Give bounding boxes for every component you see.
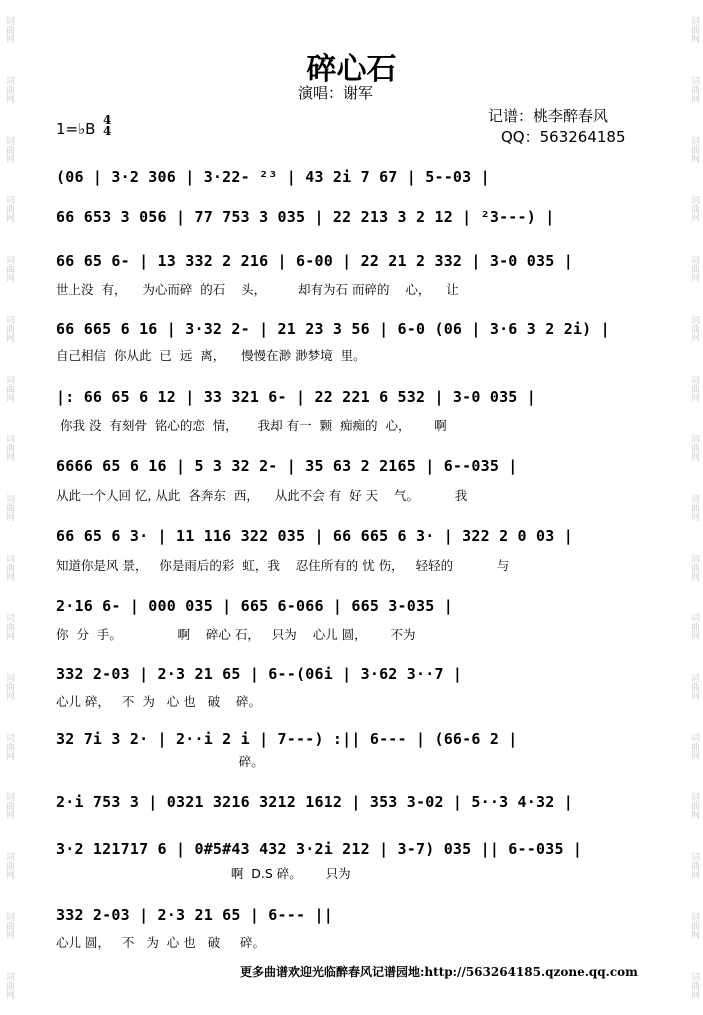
notation-line-6: 6666 65 6 16 | 5 3 32 2- | 35 63 2 2165 | 6--035 | [56, 457, 518, 475]
watermark-text: 词曲网 [4, 434, 14, 462]
watermark-text: 词曲网 [689, 971, 699, 999]
meter-top: 4 [103, 113, 112, 127]
notation-line-12: 3·2 121717 6 | 0#5#43 432 3·2i 212 | 3-7) 035 || 6--035 | [56, 840, 583, 858]
notation-line-13: 332 2-03 | 2·3 21 65 | 6--- || [56, 906, 333, 924]
watermark-text: 词曲网 [4, 16, 14, 44]
lyric-line-3: 世上没 有， 为心而碎 的石 头， 却有为石 而碎的 心， 让 [56, 282, 459, 297]
watermark-text: 词曲网 [689, 314, 699, 342]
watermark-text: 词曲网 [689, 434, 699, 462]
lyric-line-6: 从此一个人回 忆, 从此 各奔东 西， 从此不会 有 好 天 气。 我 [56, 488, 468, 503]
watermark-text: 词曲网 [689, 673, 699, 701]
time-signature [103, 115, 111, 137]
notation-line-4: 66 665 6 16 | 3·32 2- | 21 23 3 56 | 6-0 (06 | 3·6 3 2 2i) | [56, 320, 610, 338]
watermark-text: 词曲网 [4, 732, 14, 760]
qq-contact: QQ：563264185 [501, 128, 626, 146]
watermark-text: 词曲网 [4, 314, 14, 342]
watermark-text: 词曲网 [4, 135, 14, 163]
notation-line-8: 2·16 6- | 000 035 | 665 6-066 | 665 3-035 | [56, 597, 453, 615]
notation-line-11: 2·i 753 3 | 0321 3216 3212 1612 | 353 3-02 | 5··3 4·32 | [56, 793, 573, 811]
watermark-text: 词曲网 [689, 16, 699, 44]
watermark-text: 词曲网 [4, 911, 14, 939]
watermark-text: 词曲网 [4, 613, 14, 641]
watermark-text: 词曲网 [4, 792, 14, 820]
watermark-text: 词曲网 [4, 374, 14, 402]
watermark-text: 词曲网 [689, 732, 699, 760]
watermark-text: 词曲网 [689, 911, 699, 939]
lyric-line-4: 自己相信 你从此 已 远 离， 慢慢在渺 渺梦境 里。 [56, 348, 366, 363]
watermark-text: 词曲网 [689, 553, 699, 581]
lyric-line-5: 你我 没 有刻骨 铭心的恋 情， 我却 有一 颗 痴痴的 心， 啊 [56, 418, 447, 433]
key-signature: 1=♭B [56, 120, 96, 138]
lyric-line-7: 知道你是风 景， 你是雨后的彩 虹，我 忍住所有的 忧 伤， 轻轻的 与 [56, 558, 510, 573]
watermark-text: 词曲网 [4, 553, 14, 581]
meter-bottom: 4 [103, 124, 112, 138]
watermark-text: 词曲网 [4, 493, 14, 521]
watermark-text: 词曲网 [689, 76, 699, 104]
watermark-text: 词曲网 [4, 255, 14, 283]
notation-line-5: |: 66 65 6 12 | 33 321 6- | 22 221 6 532 | 3-0 035 | [56, 388, 536, 406]
watermark-text: 词曲网 [689, 613, 699, 641]
notation-line-10: 32 7i 3 2· | 2··i 2 i | 7---) :|| 6--- | (66-6 2 | [56, 730, 518, 748]
watermark-text: 词曲网 [689, 255, 699, 283]
lyric-line-9: 心儿 碎， 不 为 心 也 破 碎。 [56, 694, 262, 709]
watermark-text: 词曲网 [4, 195, 14, 223]
watermark-text: 词曲网 [689, 374, 699, 402]
watermark-text: 词曲网 [4, 76, 14, 104]
song-title: 碎心石 [306, 52, 397, 87]
notation-line-1: (06 | 3·2 306 | 3·22- ²³ | 43 2i 7 67 | 5--03 | [56, 168, 490, 186]
notation-line-2: 66 653 3 056 | 77 753 3 035 | 22 213 3 2 12 | ²3---) | [56, 208, 555, 226]
watermark-text: 词曲网 [4, 852, 14, 880]
watermark-text: 词曲网 [689, 493, 699, 521]
footer-link-text: 更多曲谱欢迎光临醉春风记谱园地:http://563264185.qzone.qq.com [240, 965, 638, 979]
right-watermark-strip [687, 0, 701, 1015]
notation-line-3: 66 65 6- | 13 332 2 216 | 6-00 | 22 21 2 332 | 3-0 035 | [56, 252, 573, 270]
watermark-text: 词曲网 [689, 135, 699, 163]
notation-line-7: 66 65 6 3· | 11 116 322 035 | 66 665 6 3· | 322 2 0 03 | [56, 527, 573, 545]
watermark-text: 词曲网 [4, 971, 14, 999]
left-watermark-strip [2, 0, 16, 1015]
transcriber-credit: 记谱：桃李醉春风 [488, 107, 609, 125]
watermark-text: 词曲网 [4, 673, 14, 701]
watermark-text: 词曲网 [689, 792, 699, 820]
watermark-text: 词曲网 [689, 852, 699, 880]
lyric-line-13: 心儿 圆， 不 为 心 也 破 碎。 [56, 935, 266, 950]
lyric-line-8: 你 分 手。 啊 碎心 石， 只为 心儿 圆， 不为 [56, 627, 416, 642]
notation-line-9: 332 2-03 | 2·3 21 65 | 6--(06i | 3·62 3··7 | [56, 665, 463, 683]
lyric-line-10: 碎。 [56, 754, 264, 769]
lyric-line-12: 啊 D.S 碎。 只为 [56, 866, 351, 881]
singer-credit: 演唱：谢军 [298, 84, 374, 102]
watermark-text: 词曲网 [689, 195, 699, 223]
